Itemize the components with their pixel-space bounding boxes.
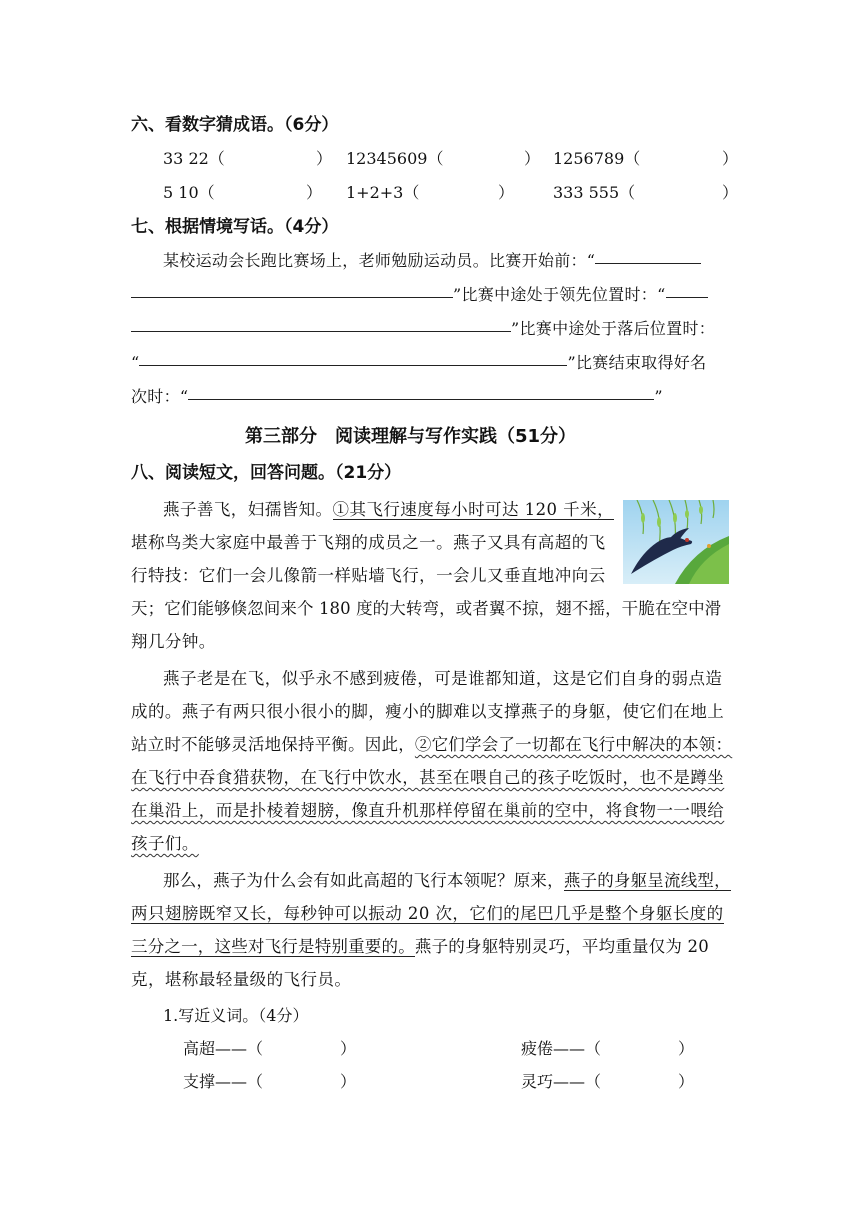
p2-line-2: 成的。燕子有两只很小很小的脚，瘦小的脚难以支撑燕子的身躯，使它们在地上	[131, 702, 725, 721]
answer-blank-start-cont[interactable]	[131, 296, 453, 298]
p1-line-5: 翔几分钟。	[131, 632, 216, 651]
section-6-title: 六、看数字猜成语。（6分）	[131, 115, 339, 135]
swallow-icon	[623, 500, 729, 584]
idiom-item-2: 12345609（	[346, 149, 444, 168]
section-8-title: 八、阅读短文，回答问题。（21分）	[131, 463, 402, 483]
idiom-close-2: ）	[524, 149, 541, 168]
p1-line-3: 行特技：它们一会儿像箭一样贴墙飞行，一会儿又垂直地冲向云	[131, 566, 606, 585]
idiom-close-1: ）	[316, 149, 333, 168]
situation-line-2: ”比赛中途处于领先位置时：“	[131, 282, 708, 305]
p3-line-3: 三分之一，这些对飞行是特别重要的。燕子的身躯特别灵巧，平均重量仅为 20	[131, 937, 709, 956]
sub-question-1-title: 1.写近义词。（4分）	[163, 1006, 309, 1025]
p3-line-4: 克，堪称最轻量级的飞行员。	[131, 970, 352, 989]
idiom-item-5: 1+2+3（	[346, 183, 420, 202]
situation-line-1: 某校运动会长跑比赛场上，老师勉励运动员。比赛开始前：“	[163, 248, 701, 271]
p3-line-1: 那么，燕子为什么会有如此高超的飞行本领呢？原来，燕子的身躯呈流线型，	[163, 871, 731, 890]
p2-line-4: 在飞行中吞食猎获物，在飞行中饮水，甚至在喂自己的孩子吃饭时，也不是蹲坐	[131, 768, 725, 787]
p1-line-1: 燕子善飞，妇孺皆知。①其飞行速度每小时可达 120 千米，	[163, 500, 615, 519]
part-3-title: 第三部分 阅读理解与写作实践（51分）	[245, 426, 577, 447]
idiom-item-3: 1256789（	[553, 149, 641, 168]
p1-line-2: 堪称鸟类大家庭中最善于飞翔的成员之一。燕子又具有高超的飞	[131, 533, 606, 552]
situation-line-3: ”比赛中途处于落后位置时：	[131, 316, 715, 339]
idiom-item-6: 333 555（	[553, 183, 636, 202]
synonym-close-3: ）	[340, 1072, 357, 1091]
section-7-title: 七、根据情境写话。（4分）	[131, 217, 339, 237]
situation-line-5: 次时：“ ”	[131, 387, 663, 406]
synonym-close-4: ）	[678, 1072, 695, 1091]
p1-line-4: 天；它们能够倏忽间来个 180 度的大转弯，或者翼不掠，翅不摇，干脆在空中滑	[131, 599, 722, 618]
p2-line-5: 在巢沿上，而是扑棱着翅膀，像直升机那样停留在巢前的空中，将食物一一喂给	[131, 801, 725, 820]
p2-line-3: 站立时不能够灵活地保持平衡。因此，②它们学会了一切都在飞行中解决的本领：	[131, 735, 733, 754]
p2-line-1: 燕子老是在飞，似乎永不感到疲倦，可是谁都知道，这是它们自身的弱点造	[163, 669, 723, 688]
answer-blank-finish[interactable]	[188, 398, 654, 400]
idiom-close-3: ）	[722, 149, 739, 168]
synonym-item-3: 支撑——（	[183, 1072, 264, 1091]
p3-line-2: 两只翅膀既窄又长，每秒钟可以振动 20 次，它们的尾巴几乎是整个身躯长度的	[131, 904, 724, 923]
swallow-illustration	[623, 500, 729, 584]
answer-blank-leading-cont[interactable]	[131, 330, 511, 332]
synonym-item-4: 灵巧——（	[521, 1072, 602, 1091]
idiom-close-4: ）	[306, 183, 323, 202]
answer-blank-leading[interactable]	[666, 296, 708, 298]
idiom-item-4: 5 10（	[163, 183, 215, 202]
idiom-item-1: 33 22（	[163, 149, 225, 168]
answer-blank-behind[interactable]	[139, 364, 567, 366]
synonym-item-1: 高超——（	[183, 1039, 264, 1058]
idiom-close-5: ）	[498, 183, 515, 202]
synonym-item-2: 疲倦——（	[521, 1039, 602, 1058]
idiom-close-6: ）	[722, 183, 739, 202]
synonym-close-2: ）	[678, 1039, 695, 1058]
answer-blank-start[interactable]	[595, 262, 701, 264]
situation-line-4: “ ”比赛结束取得好名	[131, 353, 707, 372]
synonym-close-1: ）	[340, 1039, 357, 1058]
p2-line-6: 孩子们。	[131, 834, 199, 853]
